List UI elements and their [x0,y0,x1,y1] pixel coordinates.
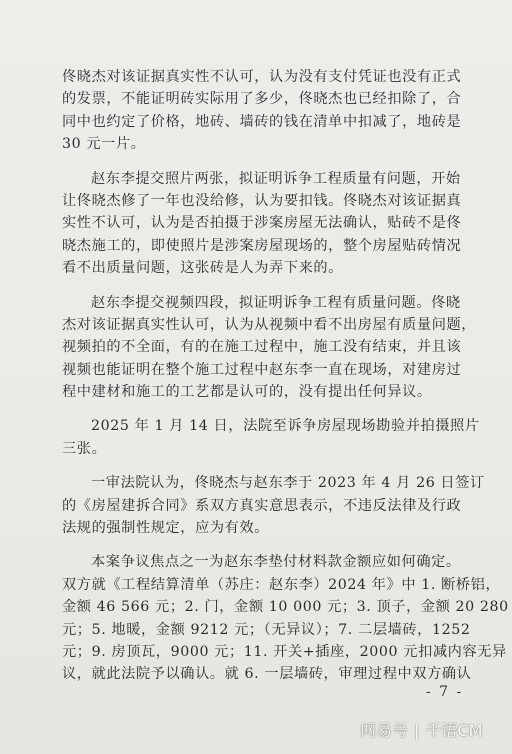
text-line: 元；9. 房顶瓦，9000 元；11. 开关+插座，2000 元扣减内容无异 [62,643,507,660]
text-line: 议，就此法院予以确认。就 6. 一层墙砖，审理过程中双方确认 [62,666,472,683]
text-line: 元；5. 地暖，金额 9212 元；（无异议）；7. 二层墙砖，1252 [62,621,471,638]
text-line: 杰对该证据真实性认可，认为从视频中看不出房屋有质量问题， [62,316,477,333]
text-line: 双方就《工程结算清单（苏庄：赵东李）2024 年》中 1. 断桥铝， [62,576,501,593]
watermark [360,718,482,741]
page-number: - 7 - [426,684,464,700]
text-line: 30 元一片。 [62,136,146,153]
text-line: 的《房屋建拆合同》系双方真实意思表示，不违反法律及行政 [62,497,462,514]
text-line: 的发票，不能证明砖实际用了多少，佟晓杰也已经扣除了，合 [62,91,462,108]
text-line: 2025 年 1 月 14 日，法院至诉争房屋现场勘验并拍摄照片 [91,418,480,435]
text-line: 实性不认可，认为是否拍摄于涉案房屋无法确认，贴砖不是佟 [62,215,462,232]
text-line: 本案争议焦点之一为赵东李垫付材料款金额应如何确定。 [91,554,461,571]
text-line: 程中建材和施工的工艺都是认可的，没有提出任何异议。 [62,384,432,401]
watermark-author: 千语CM [425,721,483,740]
watermark-separator: | [414,721,420,740]
text-line: 金额 46 566 元；2. 门，金额 10 000 元；3. 顶子，金额 20 280 [62,599,509,616]
watermark-source: 网易号 [360,721,409,740]
text-line: 赵东李提交照片两张，拟证明诉争工程质量有问题，开始 [91,170,461,187]
text-line: 法规的强制性规定，应为有效。 [62,520,270,537]
text-line: 同中也约定了价格，地砖、墙砖的钱在清单中扣减了，地砖是 [62,113,462,130]
document-body [62,66,509,686]
text-line: 佟晓杰对该证据真实性不认可，认为没有支付凭证也没有正式 [62,69,462,85]
text-line: 视频拍的不全面，有的在施工过程中，施工没有结束，并且该 [62,339,462,356]
text-line: 一审法院认为，佟晓杰与赵东李于 2023 年 4 月 26 日签订 [91,475,485,492]
text-line: 视频也能证明在整个施工过程中赵东李一直在现场，对建房过 [62,361,462,378]
text-line: 三张。 [62,440,107,457]
text-line: 赵东李提交视频四段，拟证明诉争工程有质量问题。佟晓 [91,294,461,311]
text-line: 晓杰施工的，即使照片是涉案房屋现场的，整个房屋贴砖情况 [62,237,462,254]
text-line: 让佟晓杰修了一年也没给修，认为要扣钱。佟晓杰对该证据真 [62,192,462,209]
text-line: 看不出质量问题，这张砖是人为弄下来的。 [62,260,343,277]
